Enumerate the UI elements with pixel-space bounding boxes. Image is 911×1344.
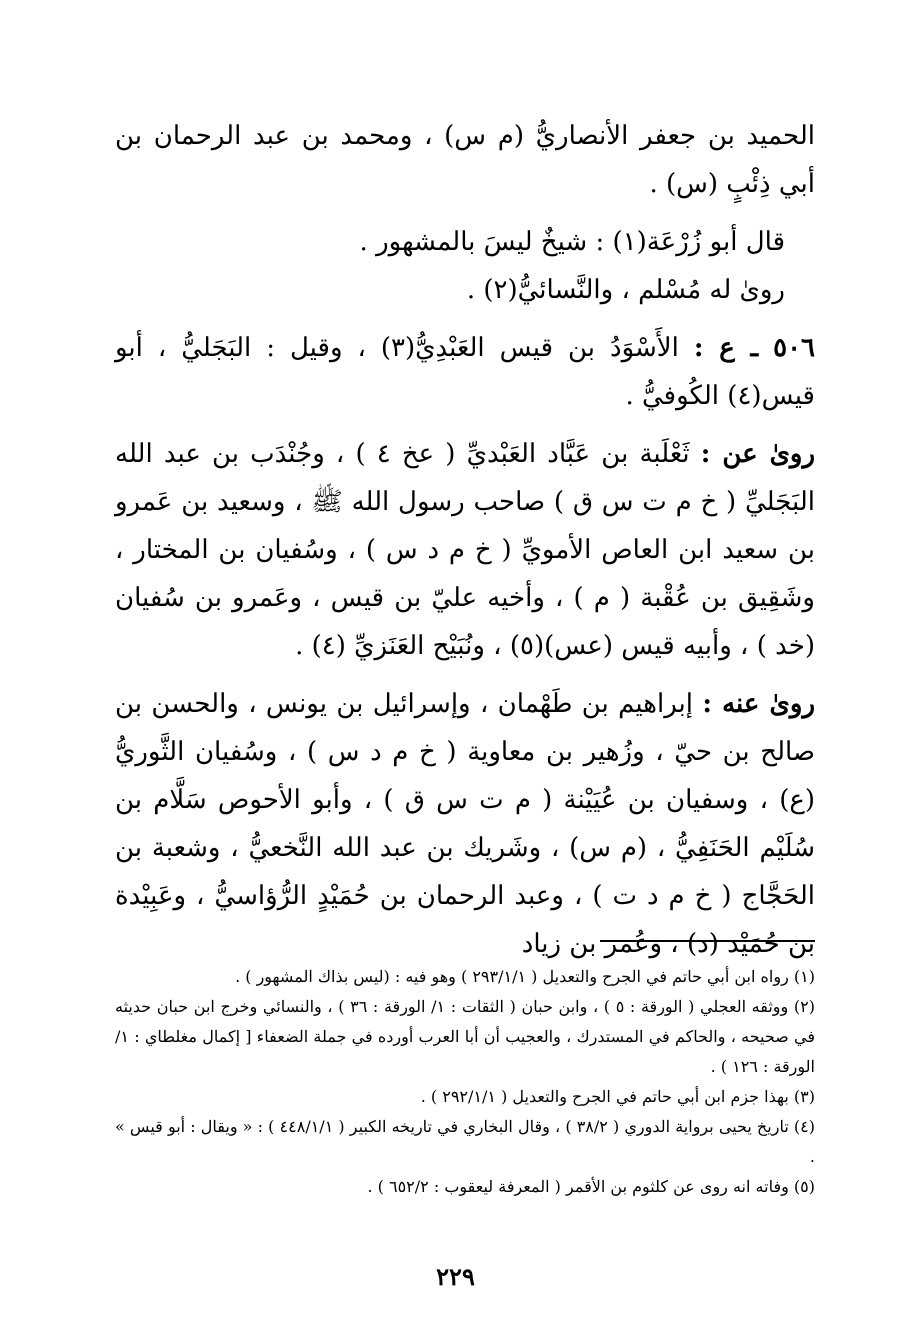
main-text bbox=[115, 112, 815, 978]
rawa-lahu-line: روىٰ له مُسْلم ، والنَّسائيُّ(٢) . bbox=[466, 275, 785, 305]
footnote-3: (٣) بهذا جزم ابن أبي حاتم في الجرح والتعديل ( ٢٩٢/١/١ ) . bbox=[420, 1087, 815, 1106]
narrated-by-paragraph bbox=[115, 680, 815, 968]
continuation-paragraph: الحميد بن جعفر الأنصاريُّ (م س) ، ومحمد بن عبد الرحمان بن أبي ذِئْبٍ (س) . bbox=[115, 121, 815, 199]
footnote-2: (٢) ووثقه العجلي ( الورقة : ٥ ) ، وابن حبان ( الثقات : ١/ الورقة : ٣٦ ) ، والنسائي وخرج ابن حبان حديثه في صحيحه ، والحاكم في المستدرك ، والعجيب أن أبا العرب أورده في جملة الضعفاء [ إكمال مغلطاي : ١/ الورقة : ١٢٦ ) . bbox=[115, 997, 815, 1076]
narrated-from-paragraph bbox=[115, 430, 815, 670]
footnote-1: (١) رواه ابن أبي حاتم في الجرح والتعديل ( ٢٩٣/١/١ ) وهو فيه : (ليس بذاك المشهور ) . bbox=[235, 967, 815, 986]
narrated-from-text: ثَعْلَبة بن عَبَّاد العَبْديِّ ( عخ ٤ ) ، وجُنْدَب بن عبد الله البَجَليِّ ( خ م ت س ق ) صاحب رسول الله ﷺ ، وسعيد بن عَمرو بن سعيد ابن العاص الأمويِّ ( خ م د س ) ، وسُفيان بن المختار ، وشَقِيق بن عُقْبة ( م ) ، وأخيه عليّ بن قيس ، وعَمرو بن سُفيان (خد ) ، وأبيه قيس (عس)(٥) ، ونُبَيْح العَنَزيِّ (٤) . bbox=[115, 439, 815, 661]
narrated-by-text: إبراهيم بن طَهْمان ، وإسرائيل بن يونس ، والحسن بن صالح بن حيّ ، وزُهير بن معاوية ( خ م د س ) ، وسُفيان الثَّوريُّ (ع) ، وسفيان بن عُيَيْنة ( م ت س ق ) ، وأبو الأحوص سَلَّام بن سُلَيْم الحَنَفِيُّ ، (م س) ، وشَريك بن عبد الله النَّخعيُّ ، وشعبة بن الحَجَّاج ( خ م د ت ) ، وعبد الرحمان بن حُمَيْدٍ الرُّؤاسيُّ ، وعَبِيْدة بن حُمَيْد (د) ، وعُمر بن زياد bbox=[115, 689, 815, 959]
entry-text: الأَسْوَدُ بن قيس العَبْدِيُّ(٣) ، وقيل : البَجَليُّ ، أبو قيس(٤) الكُوفيُّ . bbox=[115, 333, 815, 411]
footnote-5: (٥) وفاته انه روى عن كلثوم بن الأقمر ( المعرفة ليعقوب : ٦٥٢/٢ ) . bbox=[367, 1177, 815, 1196]
entry-number: ٥٠٦ bbox=[773, 333, 816, 363]
abu-zura-quote: قال أبو زُرْعَة(١) : شيخٌ ليسَ بالمشهور . bbox=[359, 227, 785, 257]
footnote-divider bbox=[600, 940, 815, 942]
entry-heading bbox=[115, 324, 815, 420]
footnote-4: (٤) تاريخ يحيى برواية الدوري ( ٣٨/٢ ) ، وقال البخاري في تاريخه الكبير ( ٤٤٨/١/١ ) : « ويقال : أبو قيس » . bbox=[115, 1117, 815, 1166]
narrated-from-label: روىٰ عن : bbox=[700, 439, 816, 469]
narrated-by-label: روىٰ عنه : bbox=[702, 689, 816, 719]
page-number: ٢٢٩ bbox=[436, 1262, 475, 1291]
entry-code: ـ ع : bbox=[693, 333, 759, 363]
footnotes bbox=[115, 962, 815, 1202]
